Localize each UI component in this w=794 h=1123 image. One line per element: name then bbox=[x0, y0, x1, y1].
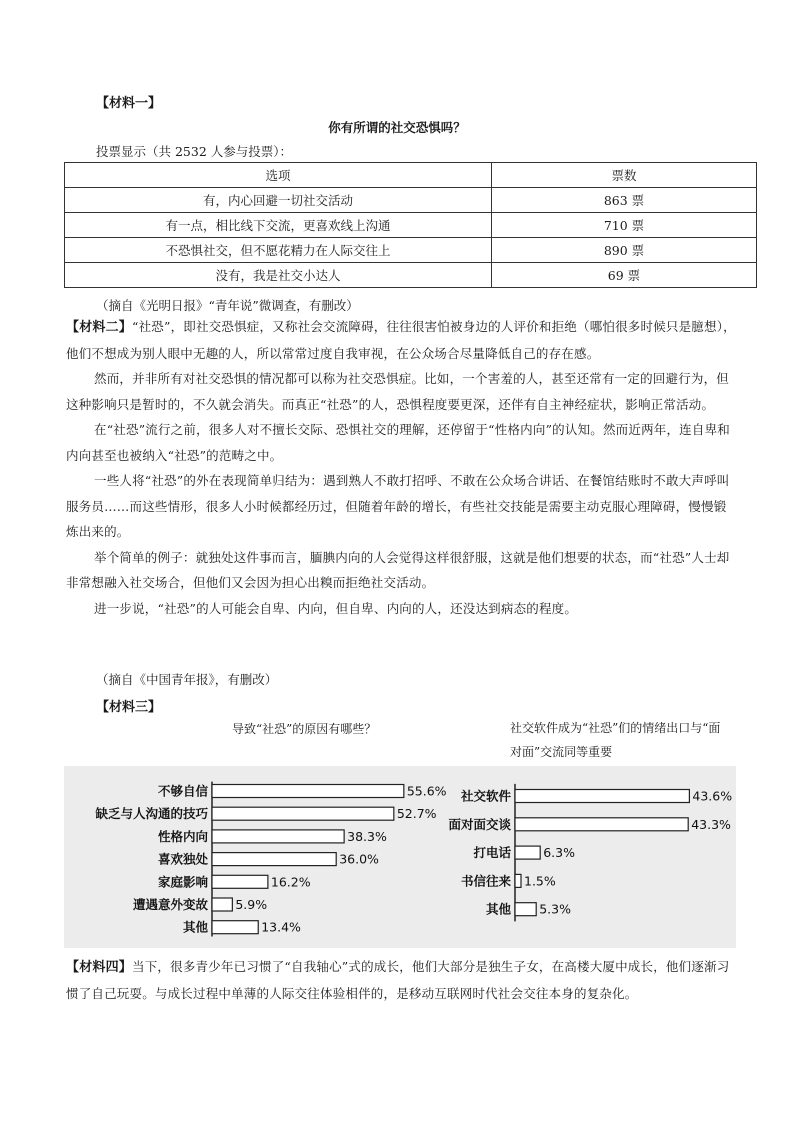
chart-reasons bbox=[95, 782, 446, 937]
chart2-title: 社交软件成为“社恐”们的情绪出口与“面对面”交流同等重要 bbox=[510, 721, 721, 759]
chart2-value-label: 43.6% bbox=[692, 788, 733, 804]
material1-heading: 【材料一】 bbox=[96, 96, 162, 111]
material4-body bbox=[66, 954, 736, 1006]
chart2-category-label: 社交软件 bbox=[460, 788, 511, 804]
poll-title: 你有所谓的社交恐惧吗？ bbox=[328, 120, 466, 135]
option-cell: 不恐惧社交，但不愿花精力在人际交往上 bbox=[65, 238, 492, 263]
material1-source: （摘自《光明日报》“青年说”微调查，有删改） bbox=[96, 298, 359, 313]
chart2-category-label: 其他 bbox=[485, 901, 511, 917]
chart1-value-label: 5.9% bbox=[235, 897, 268, 912]
material2-p6: 进一步说，“社恐”的人可能会自卑、内向，但自卑、内向的人，还没达到病态的程度。 bbox=[94, 600, 578, 616]
chart1-category-label: 不够自信 bbox=[157, 783, 208, 799]
chart1-category-label: 喜欢独处 bbox=[157, 851, 208, 867]
votes-cell: 890 票 bbox=[492, 238, 757, 263]
chart2-bar bbox=[515, 818, 688, 831]
material2-p2: 然而，并非所有对社交恐惧的情况都可以称为社交恐惧症。比如，一个害羞的人，甚至还常有一定的回避行为，但这种影响只是暂时的，不久就会消失。而真正“社恐”的人，恐惧程度要更深，还伴有自主神经症状，影响正常活动。 bbox=[66, 371, 730, 412]
material3-heading: 【材料三】 bbox=[96, 700, 162, 715]
chart1-category-label: 家庭影响 bbox=[157, 874, 208, 890]
chart1-value-label: 52.7% bbox=[396, 806, 437, 822]
chart2-value-label: 43.3% bbox=[691, 816, 731, 832]
votes-cell: 863 票 bbox=[492, 188, 757, 213]
chart1-value-label: 13.4% bbox=[261, 919, 301, 935]
chart1-category-label: 遭遇意外变故 bbox=[132, 897, 208, 912]
option-cell: 有一点，相比线下交流，更喜欢线上沟通 bbox=[65, 213, 492, 238]
chart1-bar bbox=[212, 921, 258, 934]
chart2-category-label: 书信往来 bbox=[460, 873, 511, 889]
chart1-value-label: 38.3% bbox=[347, 828, 387, 844]
material2-label: 【材料二】 bbox=[66, 320, 133, 335]
chart1-value-label: 55.6% bbox=[406, 783, 447, 799]
chart1-bar bbox=[212, 898, 232, 911]
chart1-bar bbox=[212, 875, 268, 888]
chart1-value-label: 36.0% bbox=[339, 851, 379, 867]
chart1-category-label: 其他 bbox=[182, 919, 208, 935]
chart2-category-label: 打电话 bbox=[473, 845, 511, 861]
header-option: 选项 bbox=[65, 163, 492, 188]
chart2-bar bbox=[515, 874, 521, 887]
header-votes: 票数 bbox=[492, 163, 757, 188]
chart1-bar bbox=[212, 853, 336, 866]
chart2-value-label: 6.3% bbox=[543, 845, 575, 861]
chart1-title: 导致“社恐”的原因有哪些？ bbox=[232, 722, 377, 736]
chart1-bar bbox=[212, 785, 404, 798]
chart1-bar bbox=[212, 830, 344, 843]
material2-p4: 一些人将“社恐”的外在表现简单归结为：遇到熟人不敢打招呼、不敢在公众场合讲话、在餐馆结账时不敢大声呼叫服务员……而这些情形，很多人小时候都经历过，但随着年龄的增长，有些社交技能是需要主动克服心理障碍，慢慢锻炼出来的。 bbox=[66, 473, 730, 539]
material2-source: （摘自《中国青年报》，有删改） bbox=[96, 672, 278, 687]
chart2-value-label: 1.5% bbox=[524, 873, 556, 889]
votes-cell: 710 票 bbox=[492, 213, 757, 238]
option-cell: 没有，我是社交小达人 bbox=[65, 263, 492, 288]
chart1-value-label: 16.2% bbox=[270, 874, 311, 890]
chart1-category-label: 缺乏与人沟通的技巧 bbox=[95, 806, 208, 822]
chart2-bar bbox=[515, 790, 689, 803]
chart2-bar bbox=[515, 903, 536, 916]
material4-label: 【材料四】 bbox=[66, 960, 133, 975]
chart2-value-label: 5.3% bbox=[539, 901, 571, 917]
votes-cell: 69 票 bbox=[492, 263, 757, 288]
chart2-category-label: 面对面交谈 bbox=[448, 816, 511, 832]
vote-note: 投票显示（共 2532 人参与投票）： bbox=[96, 144, 293, 159]
chart-social-apps bbox=[448, 784, 732, 922]
chart1-category-label: 性格内向 bbox=[157, 828, 208, 844]
material2-p5: 举个简单的例子：就独处这件事而言，腼腆内向的人会觉得这样很舒服，这就是他们想要的状态，而“社恐”人士却非常想融入社交场合，但他们又会因为担心出糗而拒绝社交活动。 bbox=[66, 549, 730, 590]
material4-text: 当下，很多青少年已习惯了“自我轴心”式的成长，他们大部分是独生子女，在高楼大厦中成长，他们逐渐习惯了自己玩耍。与成长过程中单薄的人际交往体验相伴的，是移动互联网时代社会交往本身的复杂化。 bbox=[66, 959, 730, 1001]
chart2-bar bbox=[515, 846, 540, 859]
option-cell: 有，内心回避一切社交活动 bbox=[65, 188, 492, 213]
material2-p1: “社恐”，即社交恐惧症，又称社会交流障碍，往往很害怕被身边的人评价和拒绝（哪怕很多时候只是臆想），他们不想成为别人眼中无趣的人，所以常常过度自我审视，在公众场合尽量降低自己的存在感。 bbox=[66, 319, 736, 361]
chart1-bar bbox=[212, 807, 394, 820]
material2-p3: 在“社恐”流行之前，很多人对不擅长交际、恐惧社交的理解，还停留于“性格内向”的认知。然而近两年，连自卑和内向甚至也被纳入“社恐”的范畴之中。 bbox=[66, 422, 730, 463]
